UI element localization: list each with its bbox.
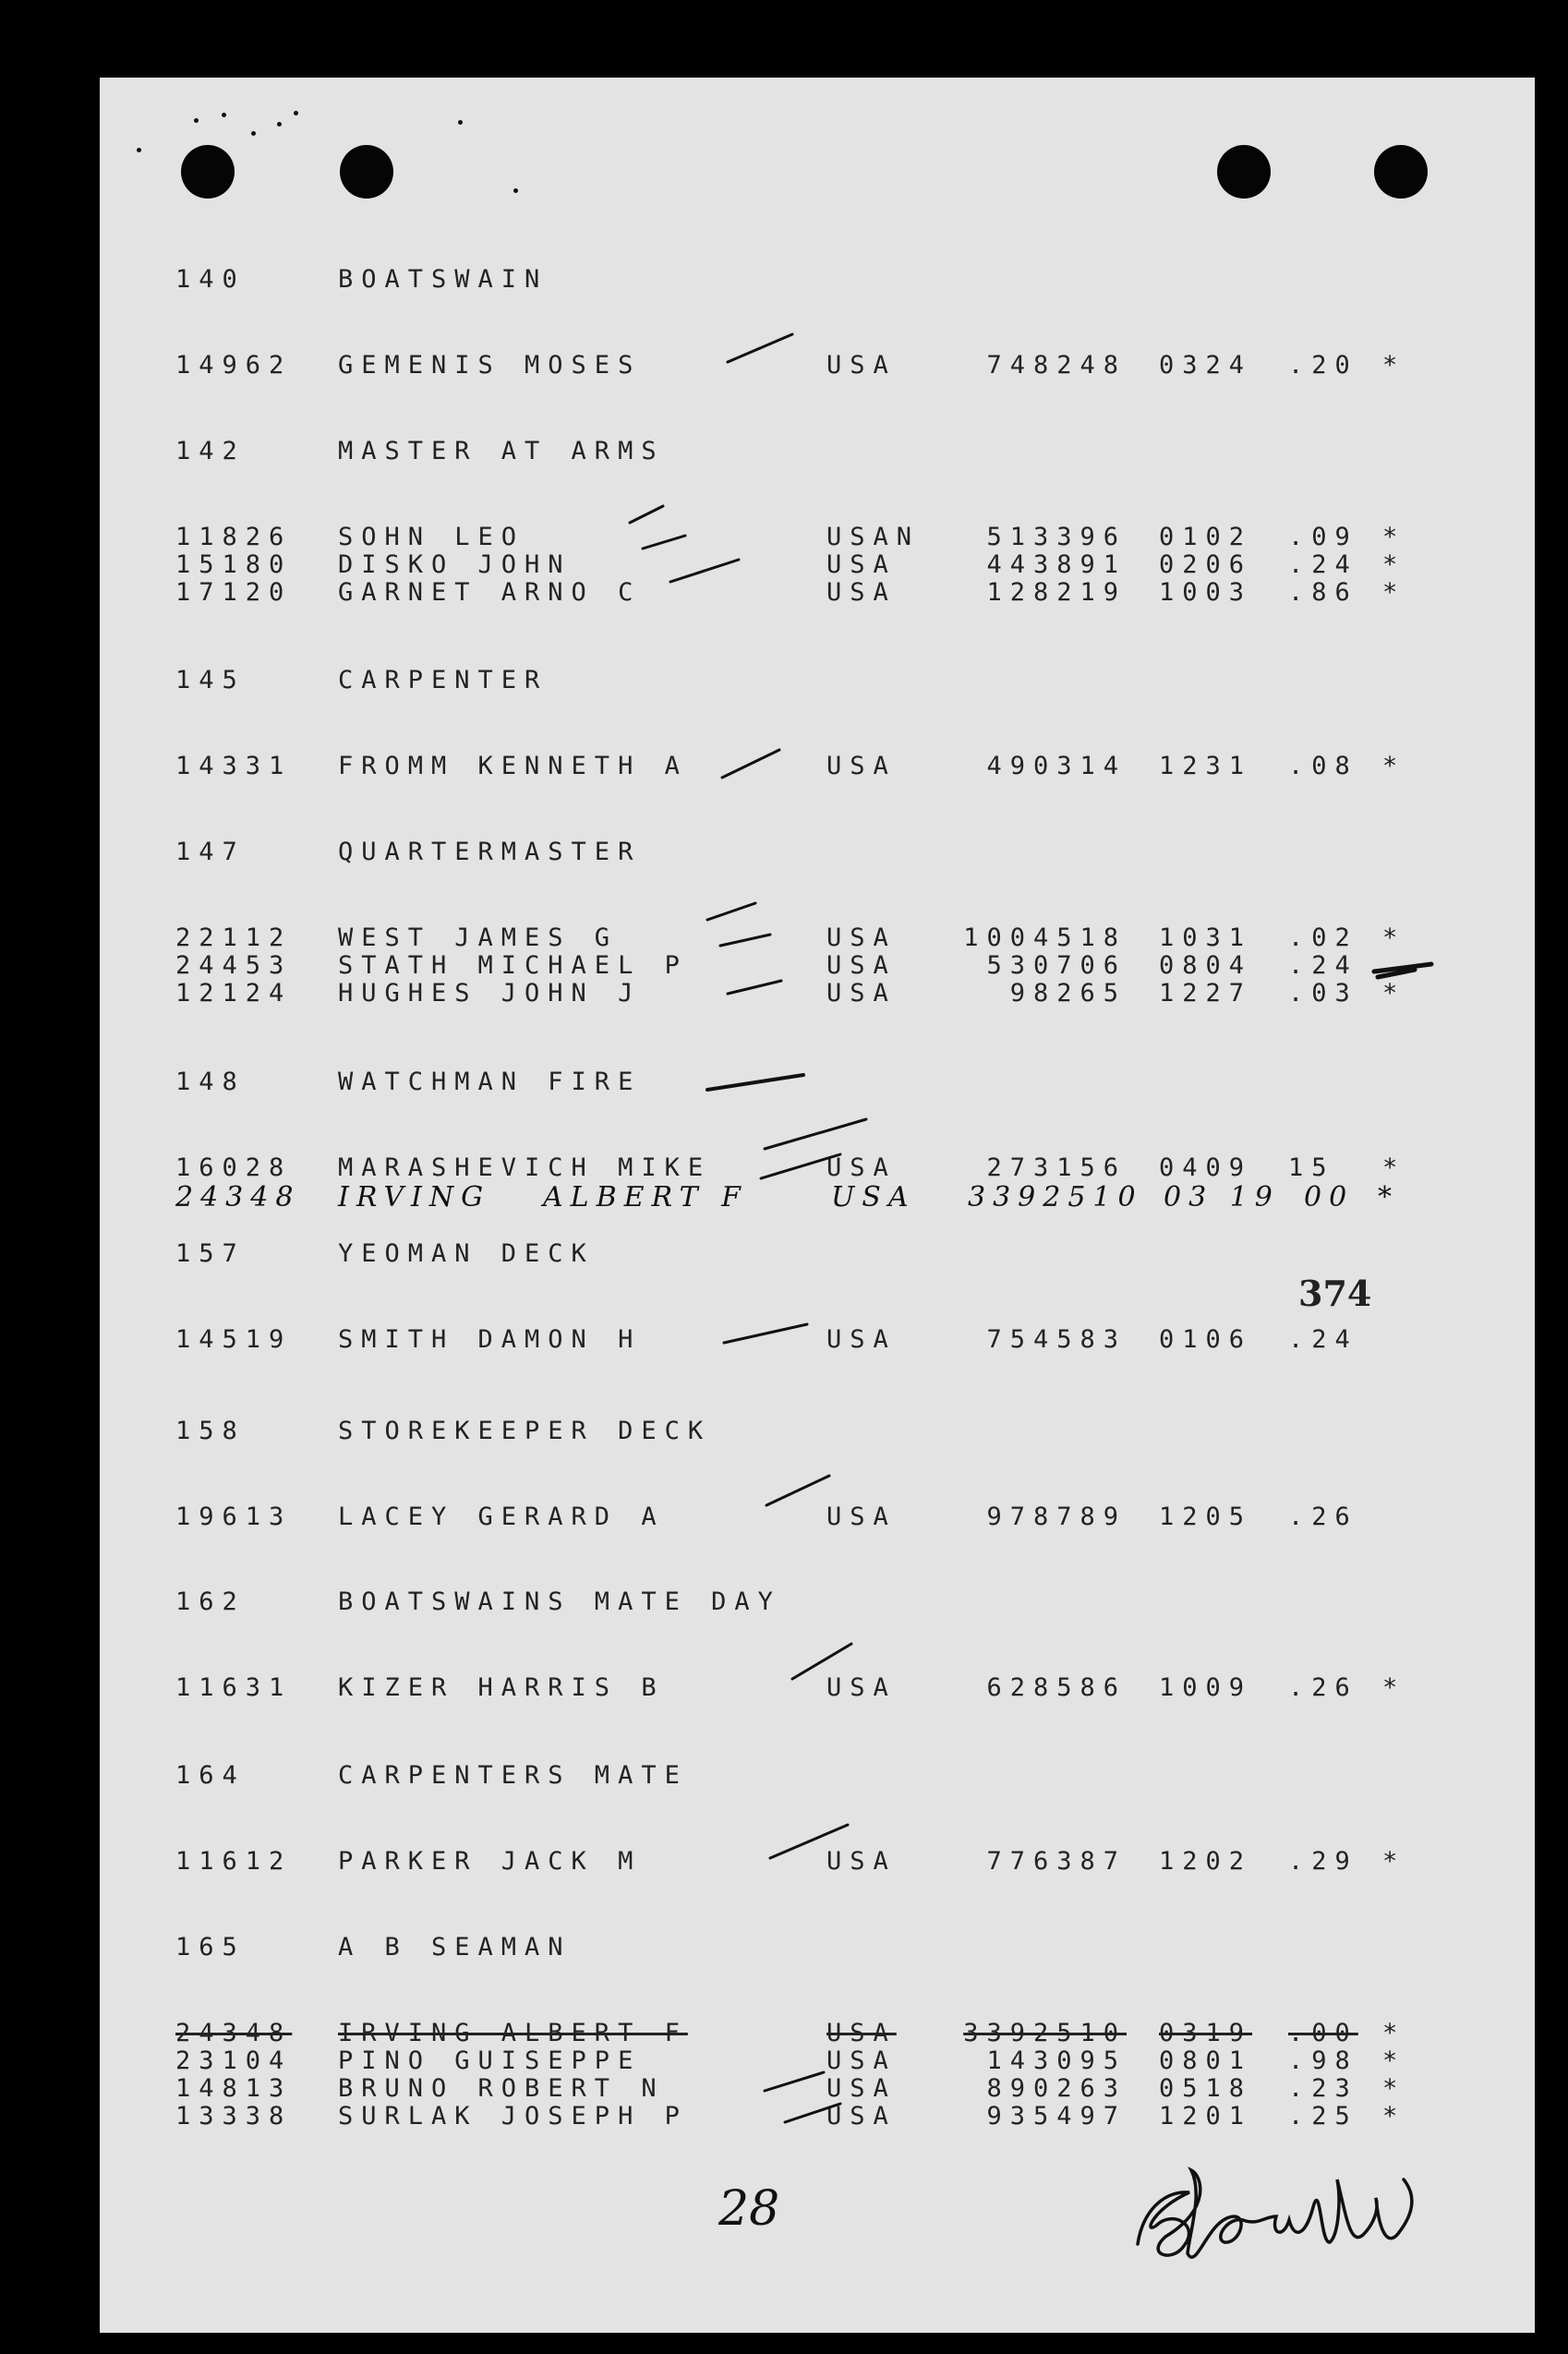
crew-name: BRUNO ROBERT N <box>338 2074 665 2103</box>
crew-name: LACEY GERARD A <box>338 1503 665 1531</box>
crew-value: .20 <box>1288 351 1358 380</box>
crew-number: 748248 <box>986 351 1127 380</box>
section-title: BOATSWAIN <box>338 265 549 294</box>
crew-number: 98265 <box>1009 979 1127 1008</box>
crew-number: 128219 <box>986 578 1127 607</box>
crew-number: 513396 <box>986 523 1127 551</box>
crew-value: .23 <box>1288 2074 1358 2103</box>
crew-citizenship: USA <box>826 578 897 607</box>
section-title: QUARTERMASTER <box>338 838 642 866</box>
crew-value: .86 <box>1288 578 1358 607</box>
crew-citizenship: USA <box>826 1325 897 1354</box>
crew-date: 0206 <box>1159 550 1253 579</box>
crew-date: 0324 <box>1159 351 1253 380</box>
crew-value: .08 <box>1288 752 1358 780</box>
crew-id: 11631 <box>175 1673 293 1702</box>
crew-value: .26 <box>1288 1503 1358 1531</box>
crew-number: 443891 <box>986 550 1127 579</box>
crew-value: .00 <box>1288 2019 1358 2047</box>
handwritten-date: 03 19 <box>1164 1181 1280 1213</box>
crew-name: SMITH DAMON H <box>338 1325 642 1354</box>
crew-value: .29 <box>1288 1847 1358 1876</box>
handwritten-value: 00 <box>1304 1181 1355 1213</box>
crew-date: 1031 <box>1159 923 1253 952</box>
section-title: CARPENTERS MATE <box>338 1761 688 1790</box>
crew-star: * <box>1382 2019 1406 2047</box>
section-code: 148 <box>175 1068 246 1096</box>
section-code: 165 <box>175 1933 246 1962</box>
crew-value: .98 <box>1288 2046 1358 2075</box>
crew-star: * <box>1382 578 1406 607</box>
crew-star: * <box>1382 351 1406 380</box>
crew-id: 22112 <box>175 923 293 952</box>
handwritten-citizenship: USA <box>831 1181 916 1213</box>
section-code: 164 <box>175 1761 246 1790</box>
crew-date: 0319 <box>1159 2019 1253 2047</box>
section-code: 142 <box>175 437 246 465</box>
crew-citizenship: USA <box>826 923 897 952</box>
crew-star: * <box>1382 2102 1406 2131</box>
crew-number: 1004518 <box>963 923 1127 952</box>
crew-id: 12124 <box>175 979 293 1008</box>
handwritten-star: * <box>1378 1181 1399 1213</box>
crew-star: * <box>1382 1153 1406 1182</box>
crew-star: * <box>1382 1847 1406 1876</box>
section-code: 145 <box>175 666 246 694</box>
crew-star: * <box>1382 523 1406 551</box>
crew-star: * <box>1382 1673 1406 1702</box>
section-title: BOATSWAINS MATE DAY <box>338 1587 781 1616</box>
section-code: 140 <box>175 265 246 294</box>
crew-date: 1227 <box>1159 979 1253 1008</box>
crew-number: 628586 <box>986 1673 1127 1702</box>
crew-name: FROMM KENNETH A <box>338 752 688 780</box>
crew-date: 1003 <box>1159 578 1253 607</box>
crew-citizenship: USA <box>826 1673 897 1702</box>
crew-date: 1205 <box>1159 1503 1253 1531</box>
crew-star: * <box>1382 2074 1406 2103</box>
page-number: 28 <box>718 2181 780 2237</box>
handwritten-id: 24348 <box>175 1181 301 1213</box>
crew-value: 15 <box>1288 1153 1335 1182</box>
crew-date: 0102 <box>1159 523 1253 551</box>
section-code: 147 <box>175 838 246 866</box>
crew-value: .09 <box>1288 523 1358 551</box>
crew-citizenship: USA <box>826 979 897 1008</box>
section-code: 157 <box>175 1239 246 1268</box>
crew-id: 15180 <box>175 550 293 579</box>
section-title: A B SEAMAN <box>338 1933 572 1962</box>
crew-date: 1231 <box>1159 752 1253 780</box>
crew-id: 14813 <box>175 2074 293 2103</box>
crew-id: 17120 <box>175 578 293 607</box>
crew-number: 890263 <box>986 2074 1127 2103</box>
crew-citizenship: USA <box>826 550 897 579</box>
crew-name: PINO GUISEPPE <box>338 2046 642 2075</box>
section-title: STOREKEEPER DECK <box>338 1417 712 1445</box>
section-title: CARPENTER <box>338 666 549 694</box>
handwritten-number: 3392510 <box>968 1181 1143 1213</box>
stamp-number: 374 <box>1298 1273 1372 1314</box>
crew-citizenship: USA <box>826 752 897 780</box>
crew-star: * <box>1382 979 1406 1008</box>
crew-id: 23104 <box>175 2046 293 2075</box>
crew-value: .26 <box>1288 1673 1358 1702</box>
crew-value: .03 <box>1288 979 1358 1008</box>
crew-number: 143095 <box>986 2046 1127 2075</box>
crew-value: .24 <box>1288 550 1358 579</box>
handwritten-name: ALBERT F <box>543 1181 748 1213</box>
crew-name: MARASHEVICH MIKE <box>338 1153 712 1182</box>
crew-id: 19613 <box>175 1503 293 1531</box>
crew-id: 11612 <box>175 1847 293 1876</box>
crew-date: 0801 <box>1159 2046 1253 2075</box>
crew-citizenship: USA <box>826 2046 897 2075</box>
crew-number: 273156 <box>986 1153 1127 1182</box>
crew-citizenship: USA <box>826 2102 897 2131</box>
crew-name: STATH MICHAEL P <box>338 951 688 980</box>
crew-name: GARNET ARNO C <box>338 578 642 607</box>
handwritten-name: IRVING <box>338 1181 491 1213</box>
crew-citizenship: USA <box>826 2074 897 2103</box>
crew-value: .02 <box>1288 923 1358 952</box>
crew-citizenship: USA <box>826 951 897 980</box>
crew-citizenship: USA <box>826 1503 897 1531</box>
crew-id: 14519 <box>175 1325 293 1354</box>
section-code: 158 <box>175 1417 246 1445</box>
crew-citizenship: USA <box>826 1847 897 1876</box>
crew-value: .24 <box>1288 951 1358 980</box>
crew-name: PARKER JACK M <box>338 1847 642 1876</box>
crew-number: 490314 <box>986 752 1127 780</box>
section-title: YEOMAN DECK <box>338 1239 595 1268</box>
crew-citizenship: USA <box>826 2019 897 2047</box>
section-code: 162 <box>175 1587 246 1616</box>
crew-id: 11826 <box>175 523 293 551</box>
crew-name: IRVING ALBERT F <box>338 2019 688 2047</box>
crew-name: SOHN LEO <box>338 523 525 551</box>
crew-date: 0106 <box>1159 1325 1253 1354</box>
crew-citizenship: USA <box>826 1153 897 1182</box>
crew-id: 24348 <box>175 2019 293 2047</box>
crew-name: KIZER HARRIS B <box>338 1673 665 1702</box>
crew-id: 16028 <box>175 1153 293 1182</box>
crew-id: 14962 <box>175 351 293 380</box>
crew-star: * <box>1382 2046 1406 2075</box>
crew-number: 530706 <box>986 951 1127 980</box>
crew-number: 978789 <box>986 1503 1127 1531</box>
crew-number: 3392510 <box>963 2019 1127 2047</box>
crew-star: * <box>1382 923 1406 952</box>
crew-star: * <box>1382 550 1406 579</box>
crew-date: 0518 <box>1159 2074 1253 2103</box>
crew-number: 754583 <box>986 1325 1127 1354</box>
crew-citizenship: USAN <box>826 523 921 551</box>
crew-id: 14331 <box>175 752 293 780</box>
section-title: WATCHMAN FIRE <box>338 1068 642 1096</box>
crew-name: GEMENIS MOSES <box>338 351 642 380</box>
crew-value: .25 <box>1288 2102 1358 2131</box>
crew-name: SURLAK JOSEPH P <box>338 2102 688 2131</box>
crew-number: 935497 <box>986 2102 1127 2131</box>
crew-citizenship: USA <box>826 351 897 380</box>
crew-name: HUGHES JOHN J <box>338 979 642 1008</box>
crew-star: * <box>1382 752 1406 780</box>
crew-date: 0409 <box>1159 1153 1253 1182</box>
crew-name: WEST JAMES G <box>338 923 619 952</box>
crew-date: 0804 <box>1159 951 1253 980</box>
crew-name: DISKO JOHN <box>338 550 572 579</box>
crew-date: 1201 <box>1159 2102 1253 2131</box>
section-title: MASTER AT ARMS <box>338 437 665 465</box>
crew-value: .24 <box>1288 1325 1358 1354</box>
crew-id: 24453 <box>175 951 293 980</box>
crew-id: 13338 <box>175 2102 293 2131</box>
crew-number: 776387 <box>986 1847 1127 1876</box>
crew-date: 1009 <box>1159 1673 1253 1702</box>
crew-date: 1202 <box>1159 1847 1253 1876</box>
